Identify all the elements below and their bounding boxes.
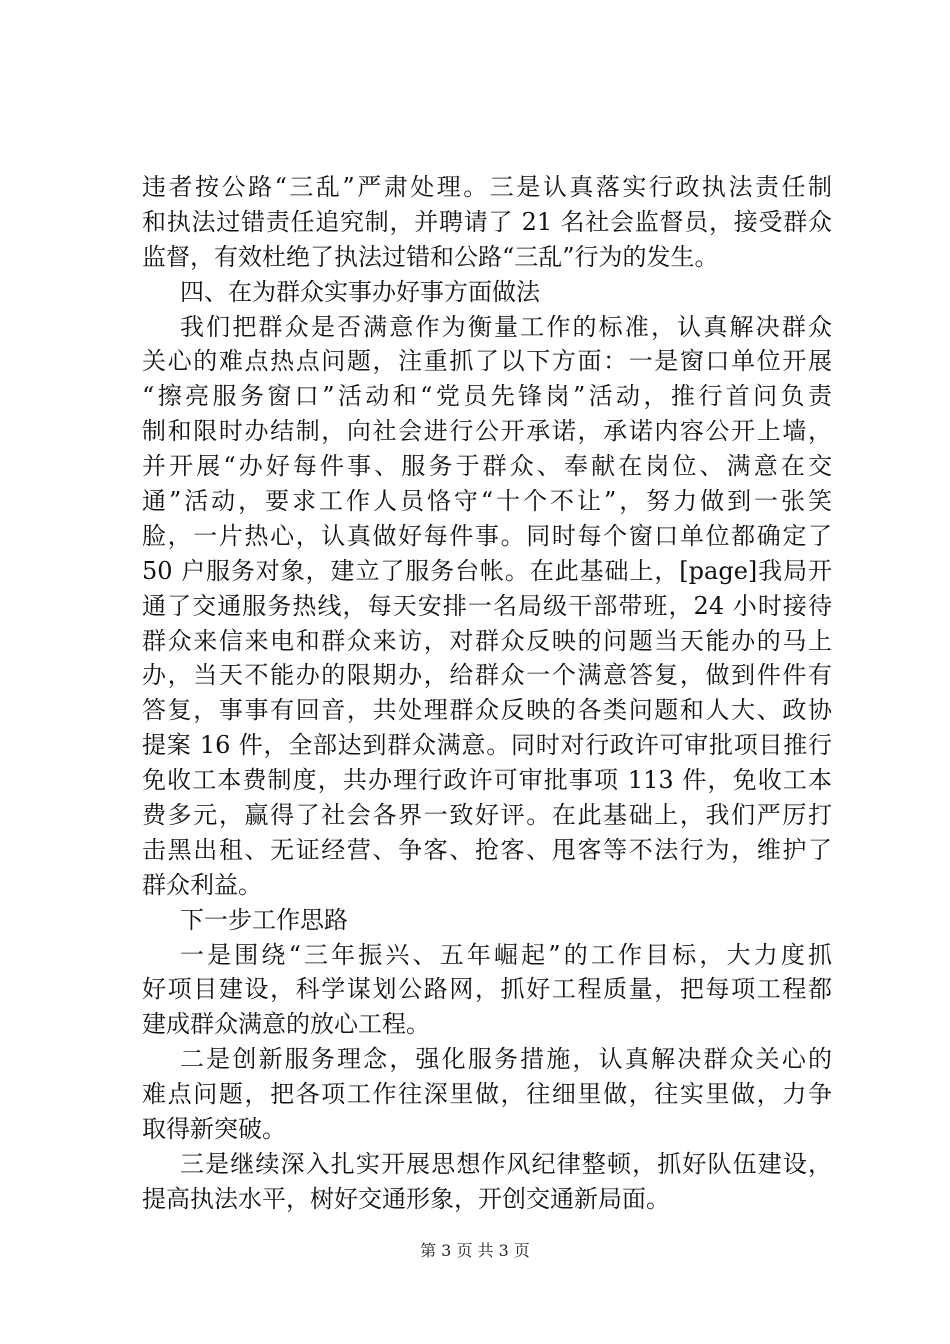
page-number-label: 第 3 页 共 3 页 (420, 1241, 530, 1260)
text-line: 建成群众满意的放心工程。 (142, 1010, 430, 1039)
text-line: 制和限时办结制，向社会进行公开承诺，承诺内容公开上墙， (142, 417, 832, 446)
text-line: 取得新突破。 (142, 1115, 286, 1144)
text-line: 违者按公路“三乱”严肃处理。三是认真落实行政执法责任制 (142, 173, 832, 201)
text-line: 提高执法水平，树好交通形象，开创交通新局面。 (142, 1184, 670, 1213)
text-line: 群众来信来电和群众来访，对群众反映的问题当天能办的马上 (142, 626, 832, 655)
text-line: 脸，一片热心，认真做好每件事。同时每个窗口单位都确定了 (142, 521, 832, 550)
text-line: 群众利益。 (142, 870, 262, 899)
text-line: 二是创新服务理念，强化服务措施，认真解决群众关心的 (180, 1045, 832, 1074)
text-line: 通了交通服务热线，每天安排一名局级干部带班，24 小时接待 (142, 591, 832, 620)
text-line: 下一步工作思路 (180, 905, 348, 934)
text-line: 一是围绕“三年振兴、五年崛起”的工作目标，大力度抓 (180, 940, 832, 969)
text-line: 关心的难点热点问题，注重抓了以下方面：一是窗口单位开展 (142, 347, 832, 376)
text-line: 我们把群众是否满意作为衡量工作的标准，认真解决群众 (180, 312, 832, 341)
text-line: 答复，事事有回音，共处理群众反映的各类问题和人大、政协 (142, 696, 832, 725)
text-line: “擦亮服务窗口”活动和“党员先锋岗”活动，推行首问负责 (142, 382, 832, 411)
text-line: 三是继续深入扎实开展思想作风纪律整顿，抓好队伍建设， (180, 1149, 832, 1178)
text-line: 50 户服务对象，建立了服务台帐。在此基础上，[page]我局开 (142, 556, 832, 585)
text-line: 免收工本费制度，共办理行政许可审批事项 113 件，免收工本 (142, 766, 832, 795)
text-line: 监督，有效杜绝了执法过错和公路“三乱”行为的发生。 (142, 242, 719, 271)
text-line: 四、在为群众实事办好事方面做法 (180, 277, 540, 306)
text-line: 好项目建设，科学谋划公路网，抓好工程质量，把每项工程都 (142, 975, 832, 1004)
text-line: 办，当天不能办的限期办，给群众一个满意答复，做到件件有 (142, 661, 832, 690)
page-footer (0, 1241, 950, 1261)
text-line: 费多元，赢得了社会各界一致好评。在此基础上，我们严厉打 (142, 801, 832, 830)
text-line: 并开展“办好每件事、服务于群众、奉献在岗位、满意在交 (142, 452, 832, 481)
text-line: 击黑出租、无证经营、争客、抢客、甩客等不法行为，维护了 (142, 835, 832, 864)
text-line: 难点问题，把各项工作往深里做，往细里做，往实里做，力争 (142, 1080, 832, 1109)
text-line: 提案 16 件，全部达到群众满意。同时对行政许可审批项目推行 (142, 731, 832, 760)
text-line: 通”活动，要求工作人员恪守“十个不让”，努力做到一张笑 (142, 487, 832, 516)
document-body (142, 170, 832, 1217)
text-line: 和执法过错责任追究制，并聘请了 21 名社会监督员，接受群众 (142, 207, 832, 236)
